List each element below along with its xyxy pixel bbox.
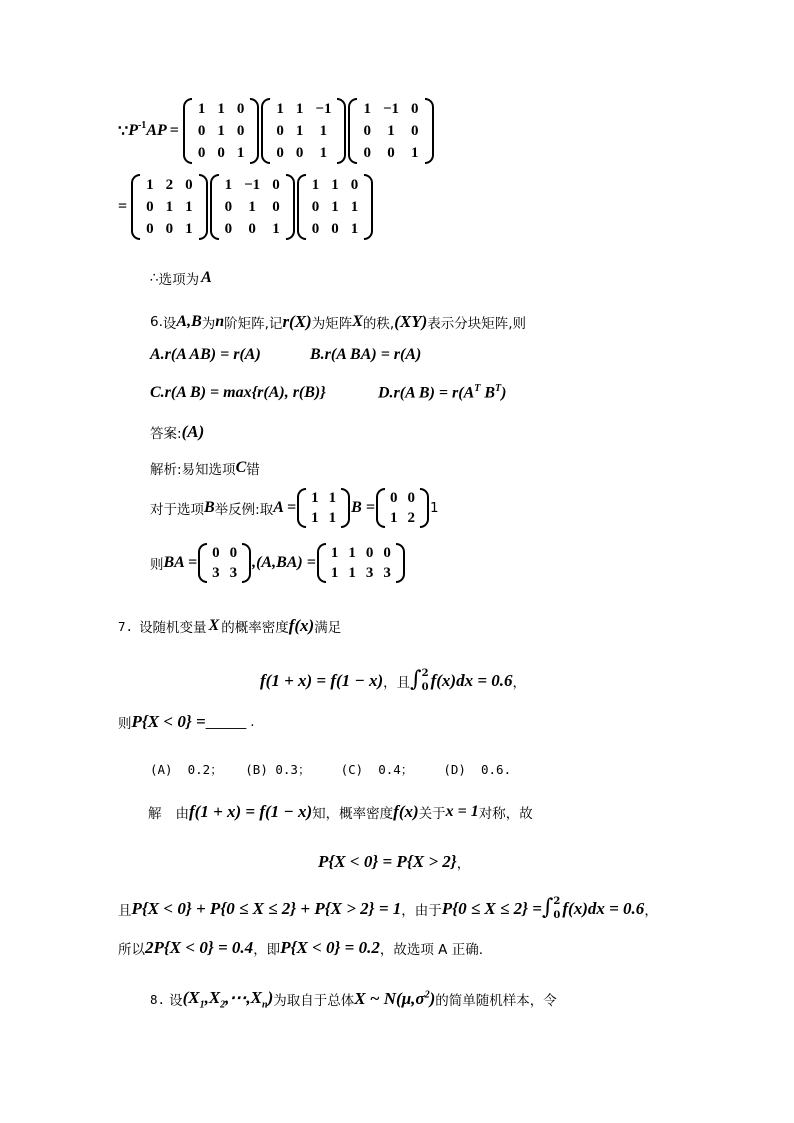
matrix-bracket-right <box>364 174 373 240</box>
matrix-row <box>207 543 242 563</box>
matrix-row <box>357 98 424 120</box>
q7-integral-value: f(x)dx = 0.6 <box>562 898 645 918</box>
ap-symbol: AP <box>146 122 167 139</box>
q6-analysis <box>150 458 260 478</box>
q6-option-d <box>378 383 506 402</box>
matrix-body <box>270 98 337 164</box>
matrix-bracket-left <box>297 174 306 240</box>
matrix-cell: 0 <box>387 145 395 161</box>
q8-text: 为取自于总体 <box>273 993 355 1010</box>
q6-text: 阶矩阵,记 <box>224 316 283 332</box>
matrix-row <box>270 120 337 142</box>
counter-text: 举反例:取 <box>214 502 274 518</box>
q6-ab: A,B <box>176 313 202 330</box>
matrix-b <box>376 488 429 528</box>
sample-open: (X <box>182 988 200 1007</box>
matrix-row <box>140 196 199 218</box>
matrix-b1-1 <box>183 98 260 164</box>
matrix-cell: 1 <box>330 565 339 581</box>
matrix-cell: 1 <box>311 490 319 506</box>
matrix-cell: 0 <box>311 199 320 215</box>
equals-sign: = <box>169 122 179 139</box>
matrix-cell: 1 <box>295 101 304 117</box>
q7-conclusion <box>118 938 483 958</box>
matrix-row <box>306 196 365 218</box>
matrix-cell: 0 <box>165 221 174 237</box>
matrix-cell: 2 <box>407 510 415 526</box>
matrix-cell: 0 <box>272 177 280 193</box>
matrix-row <box>207 563 242 583</box>
matrix-cell: 0 <box>276 123 284 139</box>
subscript: 2 <box>220 999 226 1011</box>
q7-double-prob: 2P{X < 0} = 0.4 <box>145 938 254 957</box>
matrix-row <box>192 120 251 142</box>
q7-text: ， <box>512 674 527 691</box>
q7-options-text: (A) 0.2； (B) 0.3； (C) 0.4； (D) 0.6. <box>150 762 512 777</box>
matrix-bracket-left <box>210 174 219 240</box>
matrix-bracket-left <box>317 543 326 583</box>
analysis-option: C <box>235 459 247 476</box>
analysis-label: 解析:易知选项 <box>150 462 236 478</box>
q7-text: 则 <box>118 716 132 732</box>
integral-sign: ∫ <box>541 895 554 920</box>
matrix-cell: 0 <box>217 145 225 161</box>
matrix-cell: 1 <box>348 545 356 561</box>
matrix-cell: 0 <box>331 221 339 237</box>
matrix-cell: 2 <box>165 177 174 193</box>
block2-row <box>118 174 374 240</box>
matrix-row <box>140 218 199 240</box>
q7-text: ，且 <box>383 674 411 691</box>
distribution-close: ) <box>429 989 436 1009</box>
counter-tail: 1 <box>429 500 439 516</box>
matrix-ba-label: BA = <box>163 554 198 571</box>
sample-sep: ,X <box>204 988 221 1007</box>
matrix-cell: 0 <box>311 221 320 237</box>
q7-total-probability: P{X < 0} + P{0 ≤ X ≤ 2} + P{X > 2} = 1 <box>131 898 402 918</box>
matrix-row <box>357 120 424 142</box>
conclusion-text: 选项为 <box>158 272 200 288</box>
matrix-bracket-left <box>261 98 270 164</box>
matrix-row <box>306 218 365 240</box>
q8-number: 8. <box>150 991 166 1007</box>
q8-text: 的简单随机样本，令 <box>435 993 557 1010</box>
matrix-cell: 1 <box>236 145 245 161</box>
matrix-cell: 3 <box>212 565 220 581</box>
q8-distribution <box>354 989 435 1009</box>
q7-blank: ______ <box>205 714 247 730</box>
matrix-row <box>326 563 396 583</box>
q6-text: 为 <box>201 316 216 332</box>
matrix-cell: 0 <box>236 101 245 117</box>
q7-x: X <box>208 617 220 634</box>
matrix-row <box>306 488 341 508</box>
superscript: 2 <box>424 989 430 1001</box>
lower-limit: 0 <box>421 681 429 693</box>
matrix-cell: 1 <box>330 545 339 561</box>
matrix-bracket-right <box>199 174 208 240</box>
integral-limits <box>553 897 560 921</box>
matrix-cell: 0 <box>224 221 233 237</box>
matrix-b1-2 <box>261 98 346 164</box>
then-text: 则 <box>150 557 164 573</box>
matrix-cell: 3 <box>229 565 238 581</box>
matrix-b1-3 <box>348 98 433 164</box>
matrix-b-label: B = <box>351 499 375 516</box>
q6-n: n <box>215 313 225 330</box>
matrix-cell: 0 <box>363 145 371 161</box>
q7-text: ， <box>644 902 658 919</box>
comma: , <box>252 554 257 571</box>
q7-text: 由 <box>175 806 189 822</box>
matrix-a-label: A = <box>273 499 297 516</box>
q7-text: ，即 <box>253 942 281 958</box>
matrix-aba-label: (A,BA) = <box>256 554 316 571</box>
matrix-cell: 3 <box>365 565 374 581</box>
matrix-cell: 1 <box>319 145 328 161</box>
q6-options-cd <box>150 383 506 402</box>
matrix-bracket-left <box>348 98 357 164</box>
matrix-cell: 1 <box>311 177 320 193</box>
q6-text: 设 <box>162 316 177 332</box>
q7-fx: f(x) <box>288 616 315 635</box>
q7-integral-condition: f(x)dx = 0.6 <box>430 670 513 690</box>
therefore-symbol: ∴ <box>150 270 159 286</box>
matrix-cell: 1 <box>411 145 419 161</box>
because-symbol: ∵ <box>118 123 129 140</box>
matrix-row <box>385 488 420 508</box>
q7-text: 关于 <box>418 806 446 822</box>
subscript: 1 <box>199 999 205 1011</box>
matrix-cell: 0 <box>229 545 238 561</box>
matrix-cell: 0 <box>185 177 193 193</box>
q7-text: ，由于 <box>401 902 442 919</box>
subscript: n <box>262 999 268 1011</box>
matrix-cell: 1 <box>387 123 395 139</box>
q6-stem <box>150 312 526 332</box>
q7-text: ， <box>456 856 471 872</box>
q6-option-a: A.r(A AB) = r(A) <box>150 346 261 363</box>
matrix-row <box>306 508 341 528</box>
q7-text: 且 <box>118 902 132 919</box>
matrix-body <box>207 543 242 583</box>
matrix-cell: 1 <box>328 510 337 526</box>
matrix-cell: 1 <box>217 101 225 117</box>
q6-number: 6. <box>150 314 163 330</box>
matrix-bracket-right <box>286 174 295 240</box>
matrix-cell: 1 <box>276 101 284 117</box>
q7-text: 对称，故 <box>478 806 533 822</box>
q7-solution-fx: f(x) <box>393 802 419 821</box>
counter-text: 对于选项 <box>150 502 204 518</box>
matrix-cell: 0 <box>411 101 419 117</box>
p-symbol: P <box>128 122 138 139</box>
matrix-row <box>219 218 286 240</box>
q7-text: ，故选项 A 正确. <box>379 942 483 958</box>
q6-option-b: B.r(A BA) = r(A) <box>310 346 422 363</box>
matrix-cell: 0 <box>212 545 220 561</box>
matrix-cell: 1 <box>350 199 359 215</box>
q6-text: 为矩阵 <box>311 316 353 332</box>
transpose-mark: T <box>495 383 502 394</box>
matrix-cell: 1 <box>217 123 225 139</box>
q7-text: . <box>250 714 255 730</box>
q7-symmetry-axis: x = 1 <box>445 803 479 820</box>
matrix-bracket-left <box>183 98 192 164</box>
q7-number: 7. <box>118 618 134 634</box>
matrix-cell: 0 <box>236 123 245 139</box>
matrix-row <box>192 142 251 164</box>
q7-options <box>150 760 511 778</box>
matrix-cell: 0 <box>146 221 154 237</box>
q7-text: 所以 <box>118 942 145 958</box>
matrix-cell: 0 <box>407 490 415 506</box>
matrix-cell: 0 <box>197 145 206 161</box>
answer-value: (A) <box>181 422 205 441</box>
solution-label: 解 <box>148 806 162 822</box>
q7-question: P{X < 0} = <box>131 712 206 731</box>
matrix-cell: 1 <box>331 177 339 193</box>
matrix-row <box>192 98 251 120</box>
matrix-cell: 0 <box>248 221 256 237</box>
matrix-bracket-right <box>420 488 429 528</box>
q7-solution <box>148 802 533 822</box>
matrix-bracket-right <box>242 543 251 583</box>
matrix-cell: 0 <box>295 145 304 161</box>
matrix-aba <box>317 543 405 583</box>
q6-x: X <box>352 313 363 330</box>
q6-options-ab <box>150 346 421 364</box>
matrix-cell: 1 <box>165 199 174 215</box>
q7-text: 设随机变量 <box>139 620 207 636</box>
matrix-cell: −1 <box>382 101 400 117</box>
matrix-row <box>326 543 396 563</box>
q7-symmetry-equation: P{X < 0} = P{X > 2} <box>318 852 457 871</box>
matrix-cell: 0 <box>411 123 419 139</box>
q7-symmetry <box>318 852 470 872</box>
q6-answer <box>150 422 204 442</box>
matrix-b2-2 <box>210 174 295 240</box>
matrix-body <box>140 174 199 240</box>
matrix-cell: 1 <box>331 199 339 215</box>
matrix-cell: 1 <box>363 101 371 117</box>
matrix-a <box>297 488 350 528</box>
matrix-bracket-left <box>376 488 385 528</box>
q6-text: 表示分块矩阵,则 <box>427 316 527 332</box>
matrix-body <box>357 98 424 164</box>
matrix-cell: 1 <box>348 565 356 581</box>
analysis-tail: 错 <box>246 462 260 478</box>
q7-symmetry-condition: f(1 + x) = f(1 − x) <box>260 670 384 690</box>
q8-stem <box>150 988 557 1010</box>
matrix-body <box>192 98 251 164</box>
matrix-cell: 1 <box>248 199 256 215</box>
q6-option-d-mid: B <box>480 384 496 402</box>
matrix-cell: 1 <box>295 123 304 139</box>
q7-interval-probability: P{0 ≤ X ≤ 2} = <box>441 898 542 918</box>
matrix-body <box>326 543 396 583</box>
matrix-cell: 0 <box>365 545 374 561</box>
matrix-cell: 0 <box>276 145 284 161</box>
conclusion-answer: A <box>201 269 212 286</box>
upper-limit: 2 <box>553 895 561 907</box>
q7-text: 满足 <box>314 620 342 636</box>
matrix-ba <box>198 543 251 583</box>
matrix-bracket-right <box>250 98 259 164</box>
conclusion-5 <box>150 268 212 288</box>
matrix-row <box>140 174 199 196</box>
matrix-bracket-left <box>131 174 140 240</box>
equals-sign: = <box>118 198 128 215</box>
integral-sign: ∫ <box>410 667 422 692</box>
matrix-row <box>270 98 337 120</box>
matrix-cell: 0 <box>350 177 359 193</box>
matrix-cell: 1 <box>185 221 193 237</box>
matrix-bracket-right <box>341 488 350 528</box>
matrix-cell: 0 <box>146 199 154 215</box>
q8-text: 设 <box>169 993 183 1010</box>
matrix-cell: 1 <box>197 101 206 117</box>
q7-solution-condition: f(1 + x) = f(1 − x) <box>189 802 313 821</box>
answer-label: 答案: <box>150 426 182 442</box>
matrix-cell: 1 <box>319 123 328 139</box>
matrix-body <box>306 488 341 528</box>
matrix-cell: 0 <box>272 199 280 215</box>
matrix-cell: 1 <box>185 199 193 215</box>
matrix-cell: 1 <box>389 510 398 526</box>
matrix-cell: 0 <box>197 123 206 139</box>
matrix-row <box>219 174 286 196</box>
matrix-cell: 0 <box>224 199 233 215</box>
distribution-text: X ~ N(μ,σ <box>354 989 425 1009</box>
matrix-cell: −1 <box>315 101 332 117</box>
matrix-cell: −1 <box>244 177 261 193</box>
matrix-row <box>306 174 365 196</box>
matrix-bracket-right <box>425 98 434 164</box>
matrix-cell: 1 <box>350 221 359 237</box>
matrix-bracket-left <box>198 543 207 583</box>
matrix-cell: 0 <box>363 123 371 139</box>
block1-row <box>118 98 435 164</box>
matrix-cell: 1 <box>146 177 154 193</box>
matrix-bracket-left <box>297 488 306 528</box>
matrix-b2-1 <box>131 174 208 240</box>
matrix-row <box>219 196 286 218</box>
matrix-cell: 1 <box>224 177 233 193</box>
lower-limit: 0 <box>553 909 561 921</box>
matrix-bracket-right <box>396 543 405 583</box>
matrix-cell: 3 <box>383 565 391 581</box>
matrix-cell: 0 <box>383 545 391 561</box>
q7-text: 知，概率密度 <box>312 806 394 822</box>
matrix-cell: 0 <box>389 490 398 506</box>
q6-option-d-post: ) <box>501 384 507 402</box>
q6-option-d-pre: D.r(A B) = r(A <box>378 384 475 402</box>
sample-close: ) <box>267 988 274 1007</box>
q7-text: 的概率密度 <box>221 620 289 636</box>
q6-rank-notation: r(X) <box>282 312 312 331</box>
q6-text: 的秩, <box>362 316 395 332</box>
matrix-row <box>357 142 424 164</box>
q6-counterexample <box>150 488 439 528</box>
matrix-b2-3 <box>297 174 374 240</box>
q7-ask <box>118 712 254 732</box>
q7-sum <box>118 896 658 921</box>
sample-sep: ,⋯,X <box>225 988 262 1007</box>
matrix-bracket-right <box>337 98 346 164</box>
q6-block-matrix: (XY) <box>394 312 428 331</box>
q6-option-c: C.r(A B) = max{r(A), r(B)} <box>150 383 326 401</box>
matrix-row <box>385 508 420 528</box>
matrix-body <box>306 174 365 240</box>
integral-limits <box>422 669 429 693</box>
q8-sample <box>183 988 274 1010</box>
matrix-body <box>385 488 420 528</box>
transpose-mark: T <box>474 383 481 394</box>
matrix-cell: 1 <box>311 510 319 526</box>
q7-stem <box>118 616 341 636</box>
matrix-body <box>219 174 286 240</box>
matrix-cell: 1 <box>272 221 280 237</box>
matrix-row <box>270 142 337 164</box>
upper-limit: 2 <box>421 667 429 679</box>
q7-condition <box>260 668 526 693</box>
matrix-cell: 1 <box>328 490 337 506</box>
q6-then <box>150 543 406 583</box>
q7-final-prob: P{X < 0} = 0.2 <box>280 938 380 957</box>
counter-option: B <box>204 499 215 516</box>
inverse-exponent: -1 <box>137 119 147 131</box>
